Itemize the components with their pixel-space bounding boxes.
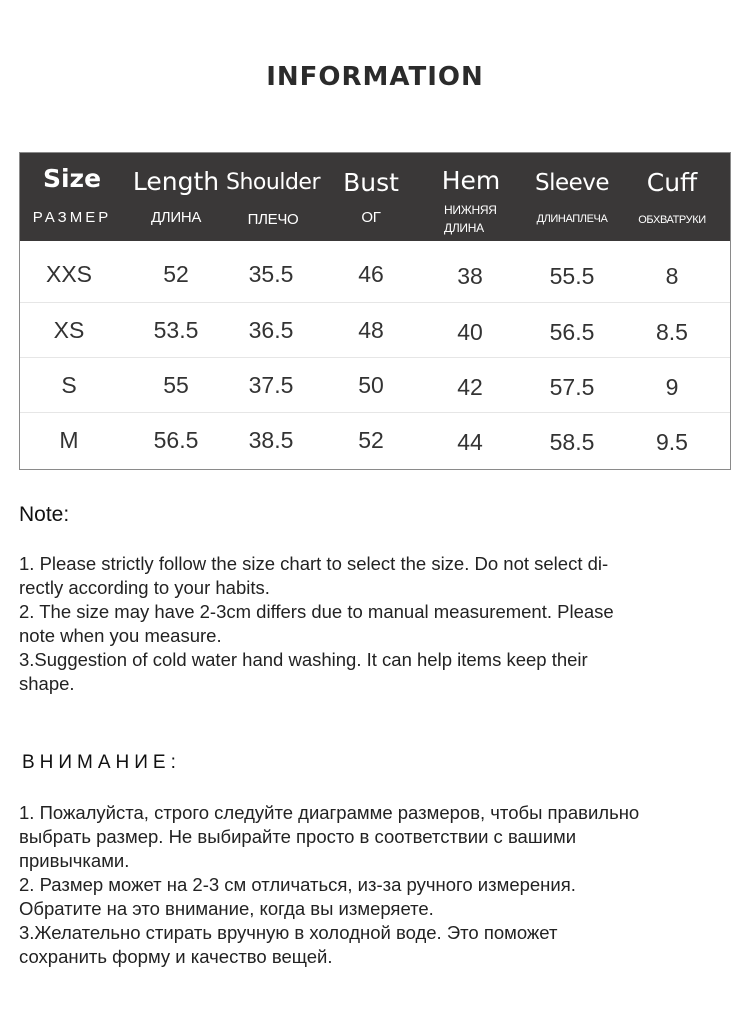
cell-bust: 52 [358,427,384,453]
header-cuff-sublabel: ОБХВАТРУКИ [638,214,706,226]
header-shoulder-sublabel: ПЛЕЧО [247,211,299,228]
table-row [20,412,730,467]
note-line: shape. [19,673,75,694]
page-title: INFORMATION [266,62,484,92]
ru-note-line: 1. Пожалуйста, строго следуйте диаграмме размеров, чтобы правильно [19,802,640,823]
cell-hem: 40 [457,319,483,345]
cell-bust: 48 [358,317,384,343]
note-line: note when you measure. [19,625,222,646]
table-row [20,247,730,302]
ru-note-line: выбрать размер. Не выбирайте просто в соответствии с вашими [19,826,577,847]
note-line: 1. Please strictly follow the size chart to select the size. Do not select di- [19,553,609,574]
cell-hem: 38 [457,263,483,289]
table-row [20,357,730,412]
ru-note-line: сохранить форму и качество вещей. [19,946,333,967]
cell-cuff: 8 [665,263,679,289]
header-length [124,153,228,241]
ru-note-title: ВНИМАНИЕ: [22,752,181,773]
cell-sleeve: 55.5 [549,263,595,289]
note-line: 3.Suggestion of cold water hand washing. It can help items keep their [19,649,588,670]
table-header [20,153,730,241]
note-line: 2. The size may have 2-3cm differs due to manual measurement. Please [19,601,614,622]
cell-shoulder: 35.5 [248,261,294,287]
cell-hem: 42 [457,374,483,400]
ru-note-line: 2. Размер может на 2-3 см отличаться, из-за ручного измерения. [19,874,576,895]
cell-hem: 44 [457,429,483,455]
cell-length: 53.5 [153,317,199,343]
header-cuff-label: Cuff [646,168,698,197]
cell-sleeve: 57.5 [549,374,595,400]
header-bust-label: Bust [343,168,399,197]
ru-note-line: 3.Желательно стирать вручную в холодной воде. Это поможет [19,922,558,943]
cell-shoulder: 38.5 [248,427,294,453]
header-sleeve-label: Sleeve [534,170,610,196]
cell-bust: 46 [358,261,384,287]
header-hem-label: Hem [441,166,501,195]
cell-length: 52 [163,261,189,287]
cell-length: 55 [163,372,189,398]
cell-size: S [61,372,77,398]
cell-shoulder: 36.5 [248,317,294,343]
header-hem-sublabel-line2: ДЛИНА [444,221,484,235]
table-row [20,302,730,357]
cell-size: XS [53,317,85,343]
header-size-label: Size [42,164,102,193]
header-shoulder-label: Shoulder [226,170,320,195]
header-length-sublabel: ДЛИНА [150,209,202,226]
cell-sleeve: 58.5 [549,429,595,455]
header-hem-sublabel-line1: НИЖНЯЯ [444,203,497,217]
ru-note-line: привычками. [19,850,130,871]
header-sleeve-sublabel: ДЛИНАПЛЕЧА [536,213,608,225]
cell-size: M [59,427,79,453]
header-shoulder [224,153,322,241]
cell-shoulder: 37.5 [248,372,294,398]
cell-length: 56.5 [153,427,199,453]
header-cuff [622,153,722,241]
cell-sleeve: 56.5 [549,319,595,345]
ru-note-line: Обратите на это внимание, когда вы измеряете. [19,898,434,919]
header-size-sublabel: РАЗМЕР [32,209,112,226]
cell-cuff: 8.5 [656,319,688,345]
size-chart-table [19,152,731,470]
header-length-label: Length [132,167,220,196]
cell-bust: 50 [358,372,384,398]
note-text [19,552,731,696]
header-size [20,153,124,241]
table-body [20,247,730,469]
header-bust-sublabel: ОГ [361,209,381,226]
cell-cuff: 9 [665,374,679,400]
cell-cuff: 9.5 [656,429,688,455]
ru-note-text [19,801,731,969]
header-hem-sublabel [420,201,522,237]
header-hem [420,153,522,241]
header-sleeve [522,153,622,241]
header-bust [322,153,420,241]
cell-size: XXS [45,261,93,287]
note-line: rectly according to your habits. [19,577,270,598]
note-title: Note: [19,503,70,526]
